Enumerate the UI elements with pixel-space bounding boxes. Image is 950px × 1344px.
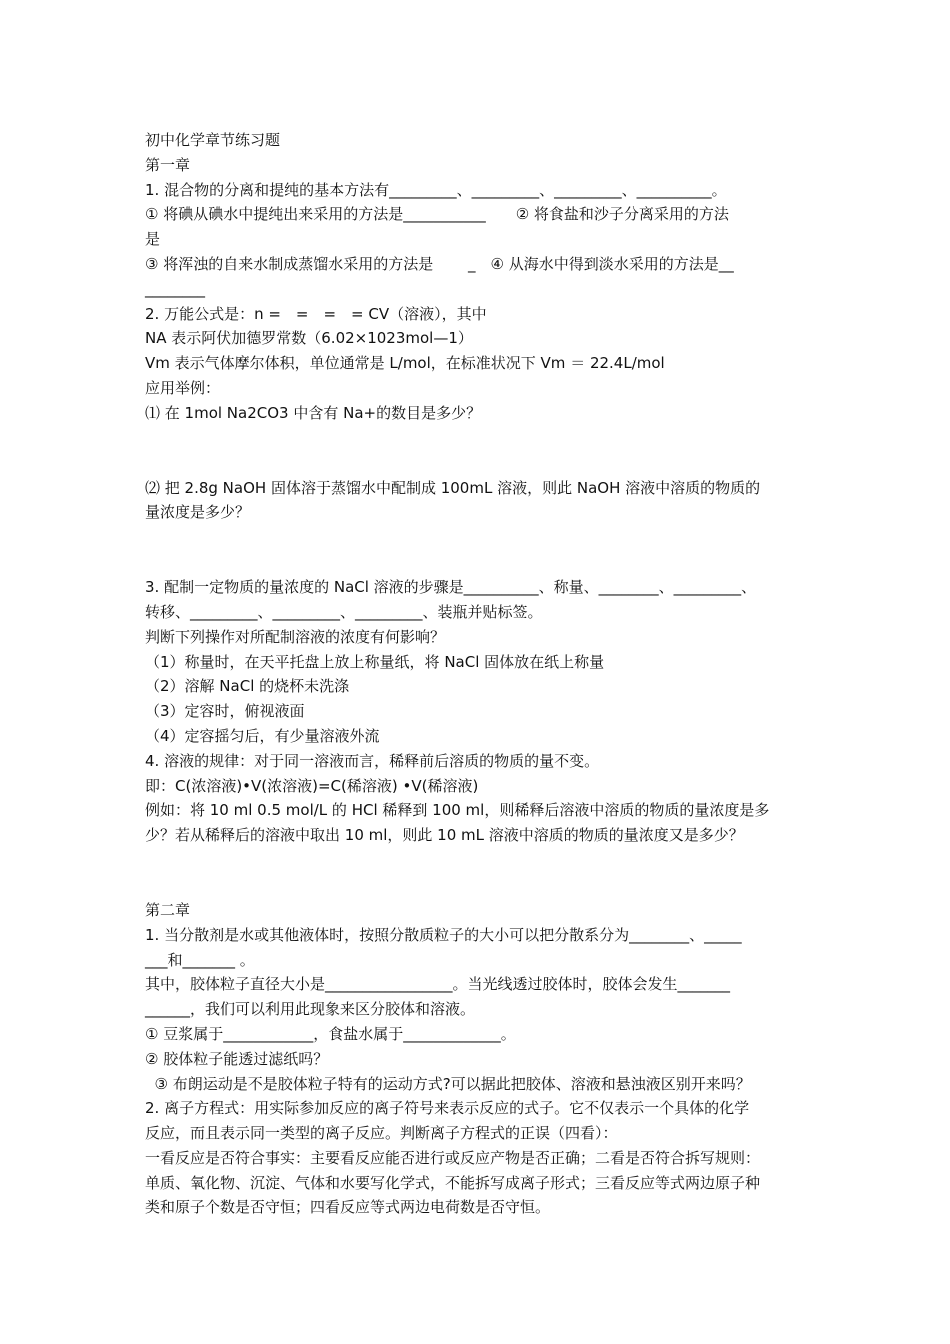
ch1-line: 3. 配制一定物质的量浓度的 NaCl 溶液的步骤是__________、称量、________、_________、 [145, 578, 757, 597]
ch1-line: 判断下列操作对所配制溶液的浓度有何影响？ [145, 627, 446, 646]
answer-space [145, 426, 825, 476]
ch1-line: 是 [145, 230, 161, 249]
section-space [145, 848, 825, 898]
ch1-line: （3）定容时，俯视液面 [145, 702, 305, 721]
ch1-line: 4. 溶液的规律：对于同一溶液而言，稀释前后溶质的物质的量不变。 [145, 751, 600, 770]
answer-space [145, 525, 825, 575]
ch2-line: 1. 当分散剂是水或其他液体时，按照分散质粒子的大小可以把分散系分为________、_____ [145, 925, 742, 944]
ch1-line: ① 将碘从碘水中提纯出来采用的方法是___________ ② 将食盐和沙子分离采用的方法 [145, 205, 729, 224]
ch2-line: ① 豆浆属于____________，食盐水属于_____________。 [145, 1024, 516, 1043]
ch1-line: 2. 万能公式是：n = = = = CV（溶液），其中 [145, 304, 487, 323]
ch1-line: 转移、_________、_________、_________、装瓶并贴标签。 [145, 602, 543, 621]
ch2-line: 类和原子个数是否守恒；四看反应等式两边电荷数是否守恒。 [145, 1198, 551, 1217]
ch2-line: 一看反应是否符合事实：主要看反应能否进行或反应产物是否正确；二看是否符合拆写规则： [145, 1148, 761, 1167]
ch1-line: （2）溶解 NaCl 的烧杯未洗涤 [145, 677, 350, 696]
ch1-line: 少？若从稀释后的溶液中取出 10 ml，则此 10 mL 溶液中溶质的物质的量浓度又是多少？ [145, 826, 744, 845]
ch2-line: 2. 离子方程式：用实际参加反应的离子符号来表示反应的式子。它不仅表示一个具体的化学 [145, 1099, 750, 1118]
ch2-line: ③ 布朗运动是不是胶体粒子特有的运动方式?可以据此把胶体、溶液和悬浊液区别开来吗？ [145, 1074, 751, 1093]
ch1-line: 例如：将 10 ml 0.5 mol/L 的 HCl 稀释到 100 ml，则稀释后溶液中溶质的物质的量浓度是多 [145, 801, 770, 820]
ch1-line: ③ 将浑浊的自来水制成蒸馏水采用的方法是 _ ④ 从海水中得到淡水采用的方法是__ [145, 254, 734, 273]
ch1-line: Vm 表示气体摩尔体积，单位通常是 L/mol，在标准状况下 Vm ＝ 22.4L/mol [145, 354, 665, 373]
ch1-line: 应用举例： [145, 378, 221, 397]
ch1-line: 即：C(浓溶液)•V(浓溶液)=C(稀溶液) •V(稀溶液) [145, 776, 479, 795]
ch2-line: ___和_______ 。 [145, 950, 255, 969]
ch1-line: （1）称量时，在天平托盘上放上称量纸，将 NaCl 固体放在纸上称量 [145, 652, 605, 671]
ch1-line: ⑴ 在 1mol Na2CO3 中含有 Na+的数目是多少？ [145, 403, 482, 422]
ch2-line: ______，我们可以利用此现象来区分胶体和溶液。 [145, 1000, 476, 1019]
ch1-line: ________ [145, 279, 205, 298]
ch1-line: ⑵ 把 2.8g NaOH 固体溶于蒸馏水中配制成 100mL 溶液，则此 NaOH 溶液中溶质的物质的 [145, 478, 761, 497]
document-page [145, 128, 825, 1220]
ch1-line: （4）定容摇匀后，有少量溶液外流 [145, 726, 380, 745]
ch2-line: 其中，胶体粒子直径大小是_________________。当光线透过胶体时，胶体会发生_______ [145, 975, 731, 994]
ch1-line: 1. 混合物的分离和提纯的基本方法有_________、_________、_________、__________。 [145, 180, 727, 199]
ch2-line: ② 胶体粒子能透过滤纸吗？ [145, 1049, 329, 1068]
ch2-line: 反应，而且表示同一类型的离子反应。判断离子方程式的正误（四看）： [145, 1124, 618, 1143]
chapter-1-heading: 第一章 [145, 155, 191, 174]
chapter-2-heading: 第二章 [145, 900, 191, 919]
ch1-line: NA 表示阿伏加德罗常数（6.02×1023mol—1） [145, 329, 473, 348]
document-title: 初中化学章节练习题 [145, 131, 281, 149]
ch2-line: 单质、氧化物、沉淀、气体和水要写化学式，不能拆写成离子形式；三看反应等式两边原子种 [145, 1173, 761, 1192]
ch1-line: 量浓度是多少？ [145, 503, 251, 522]
